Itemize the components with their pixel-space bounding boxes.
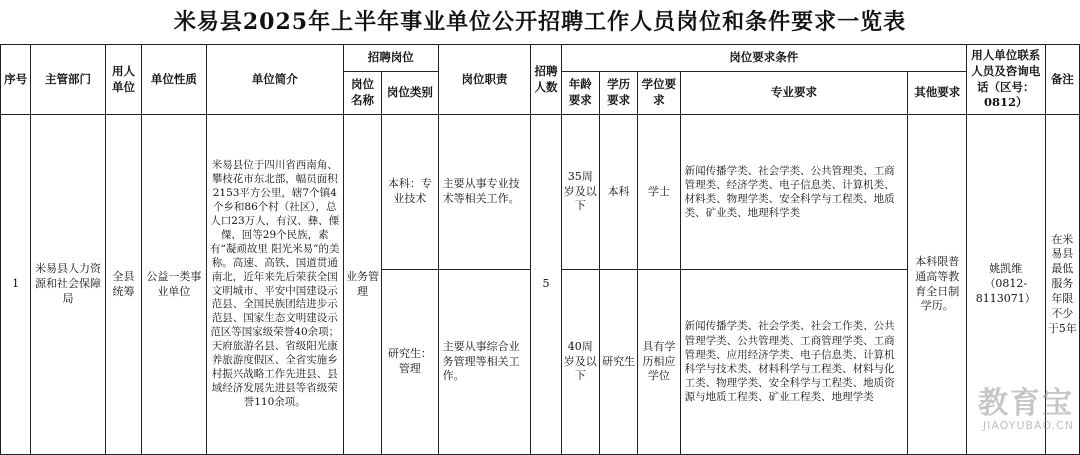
cell-seq: 1 bbox=[1, 115, 31, 455]
header-note: 备注 bbox=[1045, 45, 1079, 115]
watermark-url: JIAOYUBAO.CN bbox=[982, 419, 1074, 432]
cell-nature: 公益一类事业单位 bbox=[142, 115, 207, 455]
cell-other: 本科限普通高等教育全日制学历。 bbox=[908, 115, 967, 455]
cell-intro: 米易县位于四川省西南角、攀枝花市东北部，幅员面积2153平方公里，辖7个镇4个乡和86个村（社区），总人口23万人，有汉、彝、傈僳、回等29个民族，素有“凝顽故里 阳光米易”的美称。高速、高铁、国道贯通南北，近年来先后荣获全国文明城市、平安中国建设示范县、全国民族团结进步示范县、国家生态文明建设示范区等国家级荣誉40余项；天府旅游名县、省级阳光康养旅游度假区、全省实施乡村振兴战略工作先进县、县域经济发展先进县等省级荣誉110余项。 bbox=[206, 115, 343, 455]
watermark-text: 教育宝 bbox=[978, 386, 1074, 421]
header-age: 年龄要求 bbox=[561, 72, 599, 115]
header-contact: 用人单位联系人员及咨询电话（区号：0812） bbox=[966, 45, 1045, 115]
cell-edu: 本科 bbox=[599, 115, 637, 270]
cell-degree: 具有学历相应学位 bbox=[638, 270, 680, 455]
cell-dept: 米易县人力资源和社会保障局 bbox=[31, 115, 106, 455]
header-position-group: 招聘岗位 bbox=[343, 45, 438, 72]
positions-table bbox=[0, 44, 1080, 455]
cell-position-type: 本科：专业技术 bbox=[382, 115, 438, 270]
header-major: 专业要求 bbox=[680, 72, 908, 115]
header-employer: 用人单位 bbox=[105, 45, 141, 115]
cell-position-type: 研究生：管理 bbox=[382, 270, 438, 455]
header-duty: 岗位职责 bbox=[438, 45, 531, 115]
header-other: 其他要求 bbox=[908, 72, 967, 115]
header-req-group: 岗位要求条件 bbox=[561, 45, 966, 72]
cell-degree: 学士 bbox=[638, 115, 680, 270]
cell-employer: 全县统筹 bbox=[105, 115, 141, 455]
cell-duty: 主要从事综合业务管理等相关工作。 bbox=[438, 270, 531, 455]
header-row-1 bbox=[1, 45, 1080, 72]
header-intro: 单位简介 bbox=[206, 45, 343, 115]
table-row bbox=[1, 115, 1080, 270]
cell-note: 在米易县最低服务年限不少于5年 bbox=[1045, 115, 1079, 455]
header-nature: 单位性质 bbox=[142, 45, 207, 115]
header-edu: 学历要求 bbox=[599, 72, 637, 115]
cell-age: 40周岁及以下 bbox=[561, 270, 599, 455]
cell-position-name: 业务管理 bbox=[343, 115, 381, 455]
page-title: 米易县2025年上半年事业单位公开招聘工作人员岗位和条件要求一览表 bbox=[173, 9, 907, 35]
cell-major: 新闻传播学类、社会学类、社会工作类、公共管理学类、公共管理类、工商管理学类、工商管理类、应用经济学类、电子信息类、计算机科学与技术类、材料科学与工程类、材料与化工类、物理学类、安全科学与工程类、地质资源与地质工程类、矿业工程类、地理学类 bbox=[680, 270, 908, 455]
header-seq: 序号 bbox=[1, 45, 31, 115]
cell-edu: 研究生 bbox=[599, 270, 637, 455]
header-degree: 学位要求 bbox=[638, 72, 680, 115]
cell-age: 35周岁及以下 bbox=[561, 115, 599, 270]
cell-contact bbox=[966, 115, 1045, 455]
cell-count: 5 bbox=[531, 115, 561, 455]
header-count: 招聘人数 bbox=[531, 45, 561, 115]
contact-phone: （0812-8113071） bbox=[975, 277, 1036, 305]
header-dept: 主管部门 bbox=[31, 45, 106, 115]
contact-name: 姚凯维 bbox=[989, 262, 1023, 276]
cell-duty: 主要从事专业技术等相关工作。 bbox=[438, 115, 531, 270]
header-position-type: 岗位类别 bbox=[382, 72, 438, 115]
cell-major: 新闻传播学类、社会学类、公共管理类、工商管理类、经济学类、电子信息类、计算机类、材料类、物理学类、安全科学与工程类、地质类、矿业类、地理科学类 bbox=[680, 115, 908, 270]
header-position-name: 岗位名称 bbox=[343, 72, 381, 115]
